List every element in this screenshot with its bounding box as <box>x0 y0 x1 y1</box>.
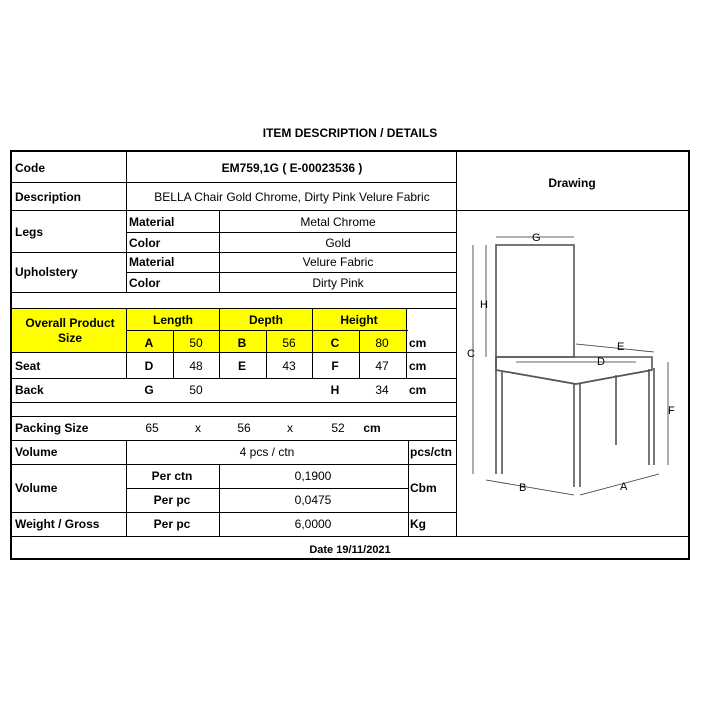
chair-drawing <box>456 212 688 532</box>
volume-per-pc-value: 0,0475 <box>294 493 332 507</box>
weight-value: 6,0000 <box>294 517 332 531</box>
col-line <box>406 308 407 378</box>
dim-a-marker: A <box>620 481 628 493</box>
overall-unit: cm <box>409 336 427 350</box>
col-line <box>126 210 127 292</box>
volume-cbm-label: Volume <box>15 481 58 495</box>
volume-per-ctn-value: 0,1900 <box>294 469 332 483</box>
code-value: EM759,1G ( E-00023536 ) <box>221 161 363 175</box>
row-line <box>12 416 456 417</box>
description-label: Description <box>15 190 82 204</box>
dim-a-letter: A <box>144 336 154 350</box>
col-line <box>266 330 267 378</box>
packing-x1: x <box>195 421 201 435</box>
volume-pcs-label: Volume <box>15 445 58 459</box>
upholstery-label: Upholstery <box>15 265 78 279</box>
date-label: Date 19/11/2021 <box>309 544 391 556</box>
dim-c-value: 80 <box>375 336 389 350</box>
row-line <box>126 232 456 233</box>
dim-f-letter: F <box>331 359 339 373</box>
col-line <box>312 308 313 378</box>
chair-outline <box>496 245 654 487</box>
packing-length: 65 <box>145 421 159 435</box>
row-line <box>12 182 456 183</box>
row-line <box>126 272 456 273</box>
col-line <box>219 308 220 378</box>
packing-x2: x <box>287 421 293 435</box>
col-line <box>219 464 220 536</box>
row-line <box>12 252 456 253</box>
description-value: BELLA Chair Gold Chrome, Dirty Pink Velure Fabric <box>154 190 430 204</box>
dim-c-letter: C <box>330 336 340 350</box>
seat-label: Seat <box>15 359 41 373</box>
weight-per-pc-label: Per pc <box>153 517 191 531</box>
legs-color-label: Color <box>129 236 161 250</box>
legs-material-label: Material <box>129 215 175 229</box>
col-line <box>126 308 127 378</box>
back-unit: cm <box>409 383 427 397</box>
volume-per-ctn-label: Per ctn <box>151 469 193 483</box>
back-label: Back <box>15 383 44 397</box>
depth-header: Depth <box>249 313 283 327</box>
col-line <box>359 330 360 378</box>
col-line <box>126 440 127 536</box>
dim-b-letter: B <box>237 336 247 350</box>
col-line <box>173 330 174 378</box>
row-line <box>12 536 688 537</box>
upholstery-material-value: Velure Fabric <box>302 255 374 269</box>
dim-d-value: 48 <box>189 359 203 373</box>
height-header: Height <box>340 313 378 327</box>
row-line <box>126 330 408 331</box>
volume-pcs-unit: pcs/ctn <box>410 445 453 459</box>
drawing-label: Drawing <box>548 176 596 190</box>
row-line <box>12 308 456 309</box>
col-line <box>126 152 127 210</box>
dim-g-value: 50 <box>189 383 203 397</box>
packing-size-label: Packing Size <box>15 421 89 435</box>
row-line <box>126 488 408 489</box>
row-line <box>12 402 456 403</box>
legs-material-value: Metal Chrome <box>300 215 376 229</box>
overall-size-label: Overall Product Size <box>25 316 115 345</box>
weight-unit: Kg <box>410 517 426 531</box>
col-line <box>219 210 220 292</box>
volume-per-pc-label: Per pc <box>153 493 191 507</box>
row-line <box>12 464 456 465</box>
packing-height: 52 <box>331 421 345 435</box>
legs-label: Legs <box>15 225 44 239</box>
row-line <box>12 352 456 353</box>
seat-unit: cm <box>409 359 427 373</box>
dim-g-letter: G <box>144 383 154 397</box>
row-line <box>12 210 688 211</box>
dim-b-marker: B <box>519 482 527 494</box>
row-line <box>12 512 456 513</box>
dim-f-value: 47 <box>375 359 389 373</box>
dim-f-marker: F <box>668 405 675 417</box>
upholstery-color-value: Dirty Pink <box>312 276 364 290</box>
dim-d-marker: D <box>597 356 605 368</box>
dim-h-value: 34 <box>375 383 389 397</box>
row-line <box>12 440 456 441</box>
dim-e-letter: E <box>237 359 247 373</box>
packing-unit: cm <box>363 421 381 435</box>
weight-label: Weight / Gross <box>15 517 100 531</box>
volume-cbm-unit: Cbm <box>410 481 437 495</box>
dim-a-value: 50 <box>189 336 203 350</box>
document-title: ITEM DESCRIPTION / DETAILS <box>262 126 438 140</box>
length-header: Length <box>153 313 193 327</box>
legs-color-value: Gold <box>325 236 351 250</box>
col-line <box>408 440 409 536</box>
volume-pcs-value: 4 pcs / ctn <box>239 445 295 459</box>
upholstery-color-label: Color <box>129 276 161 290</box>
dim-e-value: 43 <box>282 359 296 373</box>
dim-d-letter: D <box>144 359 154 373</box>
dim-h-letter: H <box>330 383 340 397</box>
code-label: Code <box>15 161 45 175</box>
dim-c-marker: C <box>467 348 475 360</box>
dim-g-marker: G <box>532 232 541 244</box>
upholstery-material-label: Material <box>129 255 175 269</box>
row-line <box>12 292 456 293</box>
dim-h-marker: H <box>480 299 488 311</box>
row-line <box>12 378 456 379</box>
packing-width: 56 <box>237 421 251 435</box>
dim-e-marker: E <box>617 341 625 353</box>
dim-b-value: 56 <box>282 336 296 350</box>
